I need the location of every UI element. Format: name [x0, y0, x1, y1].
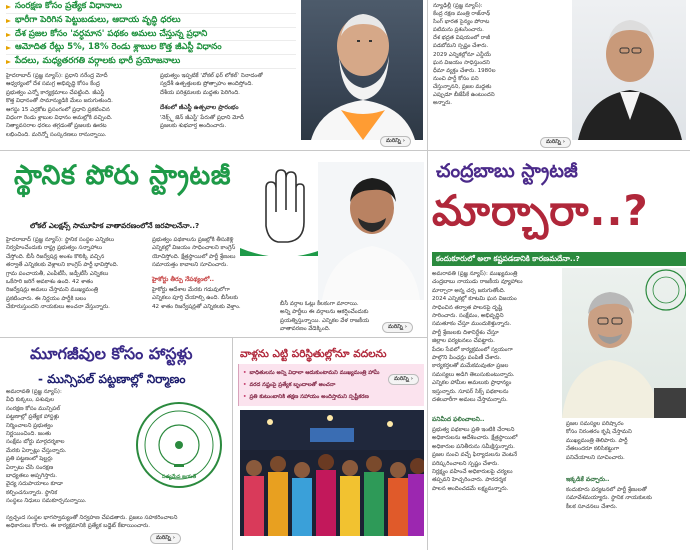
- divider-mid-vertical: [427, 150, 428, 550]
- rajnath-photo: [572, 0, 686, 140]
- cbn-headline-big: మార్చారా..?: [432, 186, 649, 235]
- cbn-subhead-1: పనిమీద ఫలించాలని..: [432, 416, 485, 423]
- divider-row1: [0, 150, 690, 151]
- cbn-subhead-2: ఇక్కడికే వచ్చారు..: [566, 476, 610, 483]
- floods-more-button[interactable]: మరిన్ని ›: [388, 374, 419, 385]
- bullet-line: ఆమోదిత రేట్లు 5%, 18% రెండు శ్లాబుల కొత్త జీఎస్టీ విధానం: [6, 41, 296, 55]
- hostels-text-bottom: స్వచ్ఛంద సంస్థల భాగస్వామ్యంతో నిర్వహణ చేపడతారు. ప్రజలు సహకరించాలని అధికారులు కోరారు. ఈ కార్యక్రమానికి ప్రత్యేక బడ్జెట్ కేటాయించారు.: [6, 515, 178, 530]
- govt-seal-text: సత్యమేవ జయతే: [161, 474, 197, 480]
- local-polls-col3: బీసీ వర్గాల ఓట్లు కీలకంగా మారాయి. అన్ని పార్టీలు ఈ వర్గాలను ఆకర్షించేందుకు ప్రయత్నిస్తున్నాయి. ఎన్నికల వేళ రాజకీయ వాతావరణం వేడెక్కింది.: [280, 301, 370, 333]
- local-polls-col1: హైదరాబాద్ (ప్రజ్ఞ న్యూస్): స్థానిక సంస్థల ఎన్నికలు నిర్వహించేందుకు రాష్ట్ర ప్రభుత్వం సన్నాహాలు చేస్తోంది. బీసీ రిజర్వేషన్ల అంశం కొలిక్కి వచ్చిన తర్వాతే ఎన్నికలకు వెళ్లాలని కాంగ్రెస్ పార్టీ భావిస్తోంది. గ్రామ పంచాయతీ, ఎంపీటీసీ, జడ్పీటీసీ ఎన్నికలు ఒకేసారి జరిగే అవకాశం ఉంది. 42 శాతం రిజర్వేషన్లు అమలు చేస్తామని ముఖ్యమంత్రి ప్రకటించారు. ఈ నిర్ణయం పార్టీకి బలం చేకూరుస్తుందని నాయకులు అంచనా వేస్తున్నారు.: [6, 237, 119, 311]
- modi-article-subhead: దేశంలో జీఎస్టీ ఉత్సవాల ప్రారంభం: [160, 104, 239, 111]
- divider-row2: [0, 337, 427, 338]
- hostels-headline: మూగజీవుల కోసం హాస్టళ్లు: [30, 344, 193, 363]
- hostels-subhead: - మున్సిపల్ పట్టణాల్లో నిర్మాణం: [38, 372, 186, 386]
- bullet-line: దేశ ప్రజల కోసం 'వర్ధమాన' పథకం అమలు చేస్తున్న ప్రధాని: [6, 28, 296, 42]
- revanth-photo: [318, 162, 424, 300]
- crowd-photo: [240, 410, 424, 536]
- congress-hand-emblem: [236, 156, 330, 256]
- local-polls-more-button[interactable]: మరిన్ని ›: [382, 322, 413, 333]
- floods-headline: వాళ్లను ఎట్టి పరిస్థితుల్లోనూ వదలను: [240, 348, 387, 360]
- local-polls-subhead: లోకల్ ఎలక్షన్స్ సామూహిక వాతావరణంలోనే జరపాలనేనా..?: [30, 221, 200, 230]
- divider-bottom-vertical: [232, 337, 233, 550]
- cbn-article-col-right: ప్రజల సమస్యల పరిష్కారం కోసం నిరంతరం కృషి చేస్తామని ముఖ్యమంత్రి తెలిపారు. పార్టీ నేతలందరూ కలిసికట్టుగా పనిచేయాలని సూచించారు.: [566, 421, 632, 461]
- cbn-sub1-text: ప్రభుత్వ పథకాలు ప్రతి ఇంటికి చేరాలని అధికారులను ఆదేశించారు. క్షేత్రస్థాయిలో అధికారుల పనితీరును సమీక్షిస్తున్నారు. ప్రజల నుంచి వచ్చే ఫిర్యాదులను వెంటనే పరిష్కరించాలని స్పష్టం చేశారు. నిర్లక్ష్యం వహించే అధికారులపై చర్యలు తప్పవని హెచ్చరించారు. పారదర్శక పాలన అందించడమే లక్ష్యమన్నారు.: [432, 427, 518, 492]
- modi-photo: [301, 0, 423, 140]
- naidu-photo: [562, 268, 686, 418]
- bullet-line: సంరక్షణ కోసం ప్రత్యేక విధానాలు: [6, 0, 296, 14]
- cbn-headline-top: చంద్రబాబు స్ట్రాటజీ: [436, 160, 578, 182]
- floods-bullet-line: • వరద నష్టంపై ప్రత్యేక బృందాలతో అంచనా: [243, 381, 335, 389]
- floods-bullet-line: • బాధితులను అన్ని విధాలా ఆదుకుంటామని ముఖ్యమంత్రి హామీ: [243, 369, 379, 377]
- modi-article-col1: హైదరాబాద్ (ప్రజ్ఞ న్యూస్): ప్రధాని నరేంద్ర మోదీ ఆధ్వర్యంలో దేశ సమగ్ర అభివృద్ధి కోసం కేంద్ర ప్రభుత్వం ఎన్నో కార్యక్రమాలు చేపట్టింది. జీఎస్టీ కొత్త విధానంతో సామాన్యుడికి మేలు జరుగుతుంది. ఆగస్టు 15 ఎర్రకోట ప్రసంగంలో ప్రధాని ప్రకటించిన విధంగా రెండు శ్లాబుల విధానం అమల్లోకి వచ్చింది. నిత్యావసరాల ధరలు తగ్గడంతో ప్రజలకు ఊరట లభించింది. మరెన్నో సంస్కరణలు రానున్నాయి.: [6, 73, 113, 138]
- hostels-more-button[interactable]: మరిన్ని ›: [150, 533, 181, 544]
- modi-article-col2b: 'నెక్స్ట్ జెన్ జీఎస్టీ' పేరుతో ప్రధాని మోదీ ప్రజలకు శుభవార్త అందించారు.: [160, 115, 244, 130]
- local-polls-col2b: హైకోర్టు ఆదేశాల మేరకు గడువులోగా ఎన్నికలు పూర్తి చేయాల్సి ఉంది. బీసీలకు 42 శాతం రిజర్వేషన్లతో ఎన్నికలకు వెళ్తాం.: [152, 287, 241, 310]
- bullet-line: పేదలు, మధ్యతరగతి వర్గాలకు భారీ ప్రయోజనాలు: [6, 55, 296, 69]
- modi-article-col2: ప్రభుత్వం ఇప్పటికే 'వోకల్ ఫర్ లోకల్' నినాదంతో స్వదేశీ ఉత్పత్తులకు ప్రోత్సాహం అందిస్తోంది. దేశీయ పరిశ్రమలకు మద్దతు పెరిగింది.: [160, 73, 263, 96]
- local-polls-subhead2: హైకోర్టు తీర్పు నేపథ్యంలో..: [152, 276, 215, 283]
- bullet-line: భారీగా పెరిగిన పెట్టుబడులు, ఆదాయ వృద్ధి ధరలు: [6, 14, 296, 28]
- floods-bullet-line: • ప్రతి కుటుంబానికి తక్షణ సహాయం అందిస్తామని స్పష్టీకరణ: [243, 393, 369, 401]
- hostels-text-left: అమరావతి (ప్రజ్ఞ న్యూస్): వీధి కుక్కలు, పశువుల సంరక్షణ కోసం మున్సిపల్ పట్టణాల్లో ప్రత్యేక హాస్టళ్లు నిర్మించాలని ప్రభుత్వం నిర్ణయించింది. జంతు సంక్షేమ బోర్డు మార్గదర్శకాల మేరకు ఏర్పాట్లు చేస్తున్నారు. ప్రతి పట్టణంలో షెల్టర్లు ఏర్పాటు చేసి సంరక్షణ బాధ్యతలు అప్పగిస్తారు. వైద్య సదుపాయాలు కూడా కల్పించనున్నారు. స్థానిక సంస్థలు నిధులు సమకూర్చనున్నాయి.: [6, 389, 87, 505]
- rajnath-more-button[interactable]: మరిన్ని ›: [540, 137, 571, 148]
- cbn-article-col: అమరావతి (ప్రజ్ఞ న్యూస్): ముఖ్యమంత్రి చంద్రబాబు నాయుడు రాజకీయ వ్యూహాలు మార్చారా అన్న చర్చ జరుగుతోంది. 2024 ఎన్నికల్లో కూటమి ఘన విజయం సాధించిన తర్వాత పాలనపై దృష్టి సారించారు. సంక్షేమం, అభివృద్ధిని సమతూకం చేస్తూ ముందుకెళ్తున్నారు. పార్టీ శ్రేణులకు దిశానిర్దేశం చేస్తూ జిల్లాల పర్యటనలు చేపట్టారు. పేదల సేవలో కార్యక్రమంలో స్వయంగా పాల్గొని పింఛన్లు పంపిణీ చేశారు. కార్యకర్తలతో మమేకమవుతూ ప్రజల సమస్యలు అడిగి తెలుసుకుంటున్నారు. ఎన్నికల హామీల అమలుకు ప్రాధాన్యం ఇస్తున్నారు. సూపర్ సిక్స్ పథకాలను దశలవారీగా అమలు చేస్తామన్నారు.: [432, 271, 523, 404]
- divider-top-vertical: [427, 0, 428, 150]
- rajnath-article-text: న్యూఢిల్లీ (ప్రజ్ఞ న్యూస్): కేంద్ర రక్షణ మంత్రి రాజ్‌నాథ్ సింగ్ భారత సైన్యం పోరాట పటిమను ప్రశంసించారు. దేశ భద్రత విషయంలో రాజీ పడబోమని స్పష్టం చేశారు. 2029 ఎన్నికల్లోనూ ఎన్డీయే ఘన విజయం సాధిస్తుందని ధీమా వ్యక్తం చేశారు. 1980ల నుంచి పార్టీ కోసం పని చేస్తున్నానని, ప్రజల మద్దతు ఎప్పుడూ బీజేపీకే ఉంటుందని అన్నారు.: [433, 3, 496, 107]
- cbn-strip: కందుకూరులో అలా కష్టపడడానికి కారణమదేనా..?: [432, 252, 686, 266]
- local-polls-col2: ప్రభుత్వం పథకాలను ప్రజల్లోకి తీసుకెళ్లి ఎన్నికల్లో విజయం సాధించాలని కాంగ్రెస్ యోచిస్తోంది. క్షేత్రస్థాయిలో పార్టీ శ్రేణులు సమాయత్తం కావాలని సూచించారు.: [152, 237, 236, 269]
- floods-bullet-box: [238, 364, 424, 406]
- govt-seal: [134, 400, 224, 490]
- modi-more-button[interactable]: మరిన్ని ›: [380, 136, 411, 147]
- cbn-sub2-text: కందుకూరు పర్యటనలో పార్టీ శ్రేణులతో సమావేశమయ్యారు. స్థానిక నాయకులకు కీలక సూచనలు చేశారు.: [566, 487, 652, 510]
- local-polls-headline: స్థానిక పోరు స్ట్రాటజీ: [14, 160, 231, 191]
- gst-bullets: [6, 0, 296, 69]
